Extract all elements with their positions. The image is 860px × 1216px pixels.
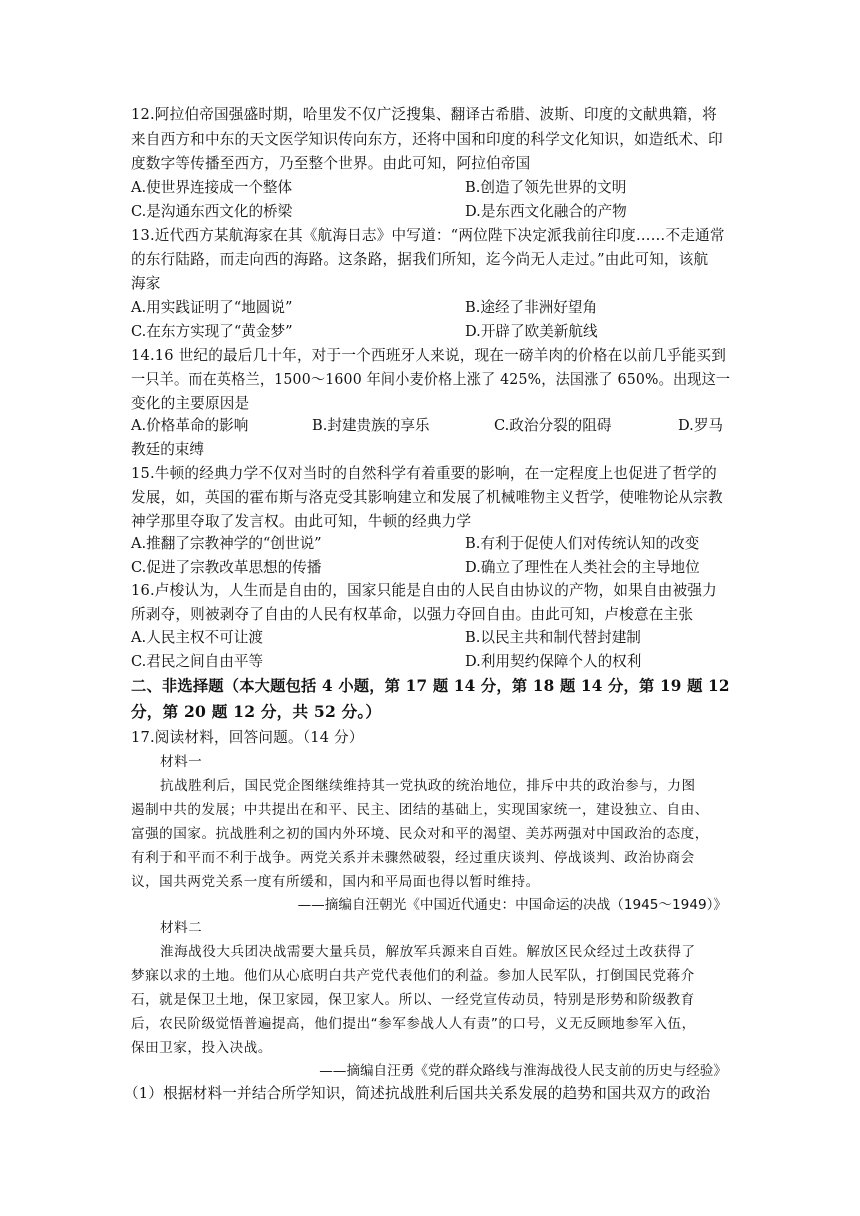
question-14-stem-line-1: 14.16 世纪的最后几十年，对于一个西班牙人来说，现在一磅羊肉的价格在以前几乎能买到: [131, 347, 726, 364]
material-1-line-2: 遏制中共的发展；中共提出在和平、民主、团结的基础上，实现国家统一，建设独立、自由、: [131, 802, 709, 818]
question-16-option-c: C.君民之间自由平等: [131, 653, 264, 670]
question-16-option-b: B.以民主共和制代替封建制: [465, 629, 641, 646]
material-1-line-3: 富强的国家。抗战胜利之初的国内外环境、民众对和平的渴望、美苏两强对中国政治的态度，: [131, 826, 709, 842]
question-13-option-b: B.途经了非洲好望角: [465, 299, 598, 316]
question-15-option-a: A.推翻了宗教神学的“创世说”: [131, 535, 322, 552]
question-12-option-a: A.使世界连接成一个整体: [131, 179, 293, 196]
material-2-line-4: 后，农民阶级觉悟普遍提高，他们提出“参军参战人人有责”的口号，义无反顾地参军入伍，: [131, 1016, 696, 1032]
question-14-option-c: C.政治分裂的阻碍: [494, 417, 612, 434]
question-15-option-d: D.确立了理性在人类社会的主导地位: [465, 559, 700, 576]
section-2-heading-line-1: 二、非选择题（本大题包括 4 小题，第 17 题 14 分，第 18 题 14 分，第 19 题 12: [131, 676, 730, 695]
section-2-heading-line-2: 分，第 20 题 12 分，共 52 分。）: [131, 702, 382, 721]
question-16-option-a: A.人民主权不可让渡: [131, 629, 263, 646]
material-1-source: ——摘编自汪朝光《中国近代通史：中国命运的决战（1945～1949）》: [297, 897, 727, 913]
material-1-line-5: 议，国共两党关系一度有所缓和，国内和平局面也得以暂时维持。: [131, 874, 540, 890]
question-12-stem-line-2: 来自西方和中东的天文医学知识传向东方，还将中国和印度的科学文化知识，如造纸术、印: [131, 131, 723, 148]
question-12-option-d: D.是东西文化融合的产物: [465, 203, 627, 220]
question-16-option-d: D.利用契约保障个人的权利: [465, 653, 642, 670]
question-15-stem-line-2: 发展，如，英国的霍布斯与洛克受其影响建立和发展了机械唯物主义哲学，使唯物论从宗教: [131, 489, 723, 506]
question-15-stem-line-3: 神学那里夺取了发言权。由此可知，牛顿的经典力学: [131, 513, 472, 530]
material-1-line-1: 抗战胜利后，国民党企图继续维持其一党执政的统治地位，排斥中共的政治参与，力图: [160, 778, 696, 794]
question-13-option-a: A.用实践证明了“地圆说”: [131, 299, 293, 316]
question-13-stem-line-3: 海家: [131, 275, 161, 292]
question-13-option-d: D.开辟了欧美新航线: [465, 323, 598, 340]
material-2-source: ——摘编自汪勇《党的群众路线与淮海战役人民支前的历史与经验》: [319, 1063, 727, 1079]
material-2-label: 材料二: [160, 920, 203, 936]
question-15-option-b: B.有利于促使人们对传统认知的改变: [465, 535, 700, 552]
question-12-stem-line-3: 度数字等传播至西方，乃至整个世界。由此可知，阿拉伯帝国: [131, 155, 531, 172]
question-14-stem-line-3: 变化的主要原因是: [131, 395, 250, 412]
question-16-stem-line-1: 16.卢梭认为，人生而是自由的，国家只能是自由的人民自由协议的产物，如果自由被强力: [131, 582, 717, 599]
material-2-line-5: 保田卫家，投入决战。: [131, 1040, 272, 1056]
question-16-stem-line-2: 所剥夺，则被剥夺了自由的人民有权革命，以强力夺回自由。由此可知，卢梭意在主张: [131, 606, 694, 623]
material-2-line-1: 淮海战役大兵团决战需要大量兵员，解放军兵源来自百姓。解放区民众经过土改获得了: [160, 944, 696, 960]
question-15-option-c: C.促进了宗教改革思想的传播: [131, 559, 322, 576]
question-14-option-b: B.封建贵族的享乐: [312, 417, 430, 434]
question-17-intro: 17.阅读材料，回答问题。（14 分）: [131, 729, 364, 746]
question-14-stem-line-2: 一只羊。而在英格兰，1500～1600 年间小麦价格上涨了 425%，法国涨了 650%。出现这一: [131, 371, 731, 388]
question-13-stem-line-1: 13.近代西方某航海家在其《航海日志》中写道：“两位陛下决定派我前往印度……不走通常: [131, 227, 725, 244]
question-13-stem-line-2: 的东行陆路，而走向西的海路。这条路，据我们所知，迄今尚无人走过。”由此可知，该航: [131, 251, 709, 268]
question-15-stem-line-1: 15.牛顿的经典力学不仅对当时的自然科学有着重要的影响，在一定程度上也促进了哲学的: [131, 465, 717, 482]
question-12-option-c: C.是沟通东西文化的桥梁: [131, 203, 293, 220]
question-13-option-c: C.在东方实现了“黄金梦”: [131, 323, 293, 340]
material-2-line-2: 梦寐以求的土地。他们从心底明白共产党代表他们的利益。参加人民军队，打倒国民党蒋介: [131, 968, 695, 984]
question-12-option-b: B.创造了领先世界的文明: [465, 179, 627, 196]
material-1-line-4: 有利于和平而不利于战争。两党关系并未骤然破裂，经过重庆谈判、停战谈判、政治协商会: [131, 850, 695, 866]
material-1-label: 材料一: [160, 754, 203, 770]
question-14-option-d-continued: 教廷的束缚: [131, 441, 204, 458]
question-12-stem-line-1: 12.阿拉伯帝国强盛时期，哈里发不仅广泛搜集、翻译古希腊、波斯、印度的文献典籍，将: [131, 106, 717, 123]
question-14-option-d: D.罗马: [678, 417, 724, 434]
material-2-line-3: 石，就是保卫土地，保卫家园，保卫家人。所以、一经党宣传动员，特别是形势和阶级教育: [131, 992, 695, 1008]
question-14-option-a: A.价格革命的影响: [131, 417, 249, 434]
question-17-subquestion-1: （1）根据材料一并结合所学知识，简述抗战胜利后国共关系发展的趋势和国共双方的政治: [124, 1085, 711, 1102]
